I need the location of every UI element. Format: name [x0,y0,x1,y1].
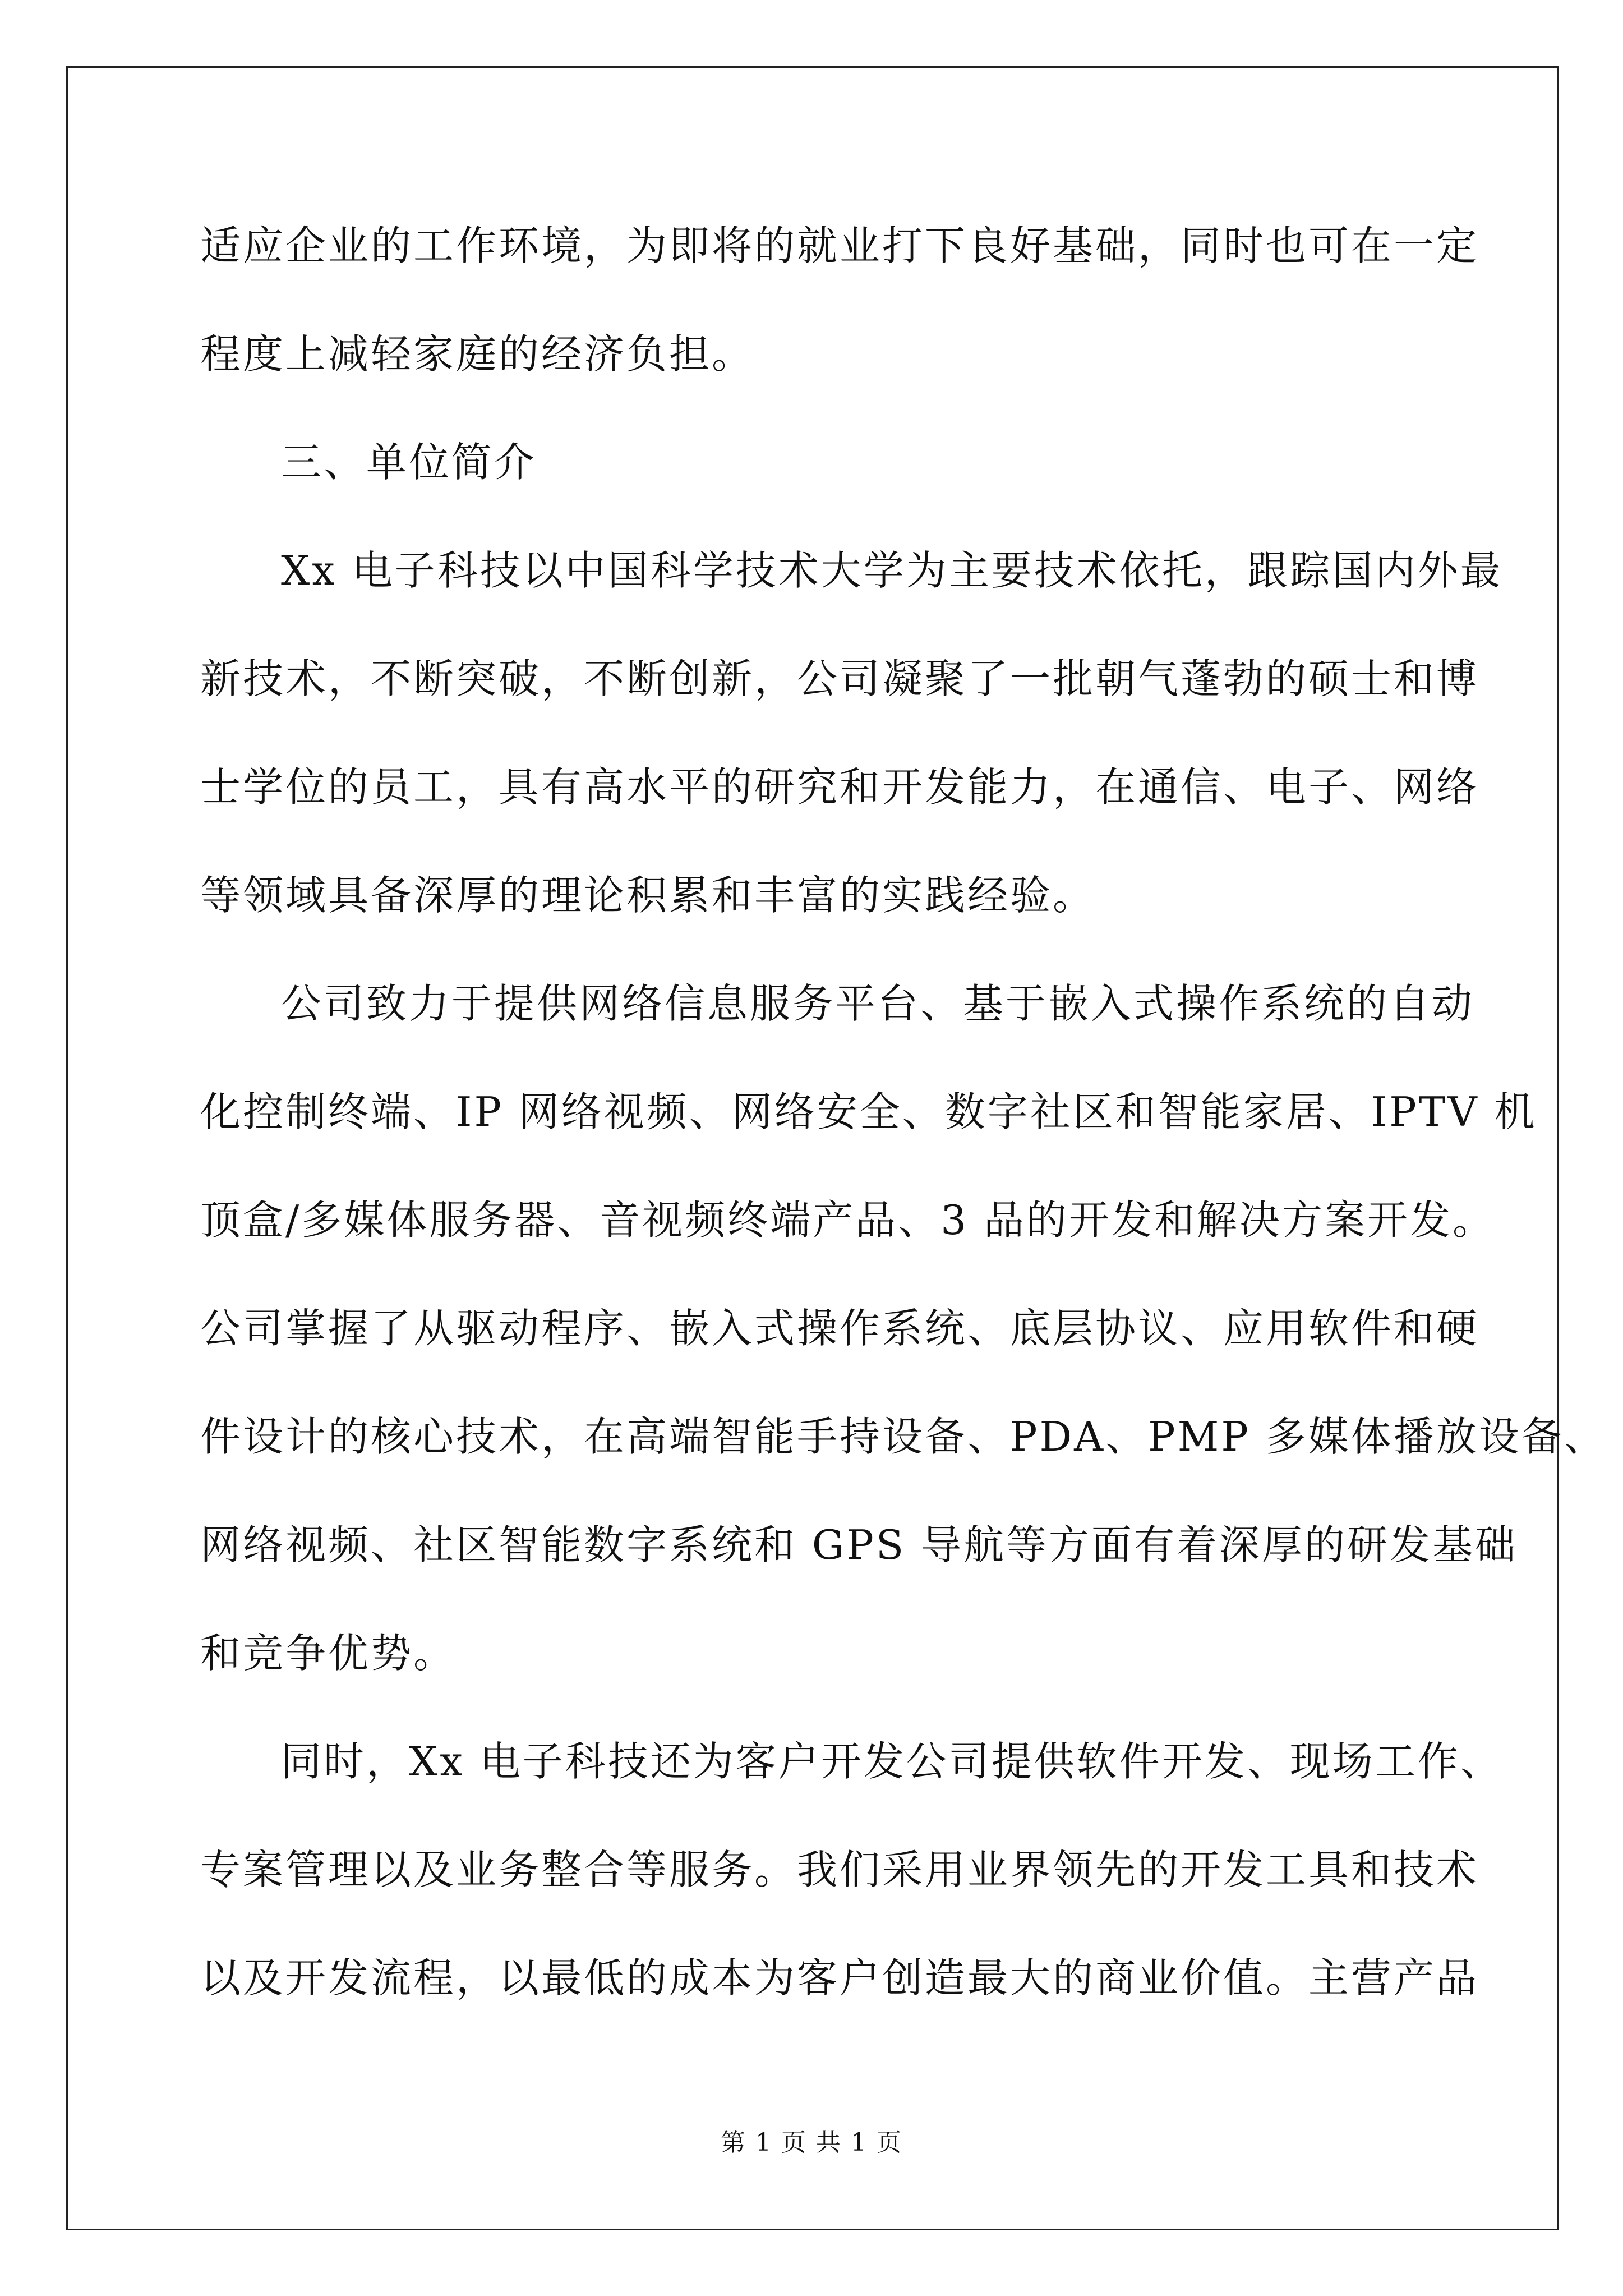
text-line: 适应企业的工作环境，为即将的就业打下良好基础，同时也可在一定 [200,222,1479,269]
text-line: Xx 电子科技以中国科学技术大学为主要技术依托，跟踪国内外最 [281,547,1503,594]
text-line: 件设计的核心技术，在高端智能手持设备、PDA、PMP 多媒体播放设备、 [200,1413,1607,1460]
page-footer: 第 1 页 共 1 页 [721,2128,902,2157]
text-line: 化控制终端、IP 网络视频、网络安全、数字社区和智能家居、IPTV 机 [200,1088,1537,1135]
text-line: 程度上减轻家庭的经济负担。 [200,330,755,378]
text-line: 等领域具备深厚的理论积累和丰富的实践经验。 [200,872,1096,919]
text-line: 专案管理以及业务整合等服务。我们采用业界领先的开发工具和技术 [200,1846,1479,1893]
text-line: 和竞争优势。 [200,1630,457,1677]
text-line: 新技术，不断突破，不断创新，公司凝聚了一批朝气蓬勃的硕士和博 [200,655,1479,702]
text-line: 网络视频、社区智能数字系统和 GPS 导航等方面有着深厚的研发基础 [200,1521,1518,1568]
text-line: 公司致力于提供网络信息服务平台、基于嵌入式操作系统的自动 [281,980,1475,1027]
section-heading: 三、单位简介 [281,439,537,486]
text-line: 以及开发流程，以最低的成本为客户创造最大的商业价值。主营产品 [200,1954,1479,2001]
text-line: 士学位的员工，具有高水平的研究和开发能力，在通信、电子、网络 [200,763,1479,811]
text-line: 公司掌握了从驱动程序、嵌入式操作系统、底层协议、应用软件和硬 [200,1305,1479,1352]
text-line: 同时，Xx 电子科技还为客户开发公司提供软件开发、现场工作、 [281,1738,1503,1785]
page-border [66,66,1559,2230]
text-line: 顶盒/多媒体服务器、音视频终端产品、3 品的开发和解决方案开发。 [200,1197,1495,1244]
